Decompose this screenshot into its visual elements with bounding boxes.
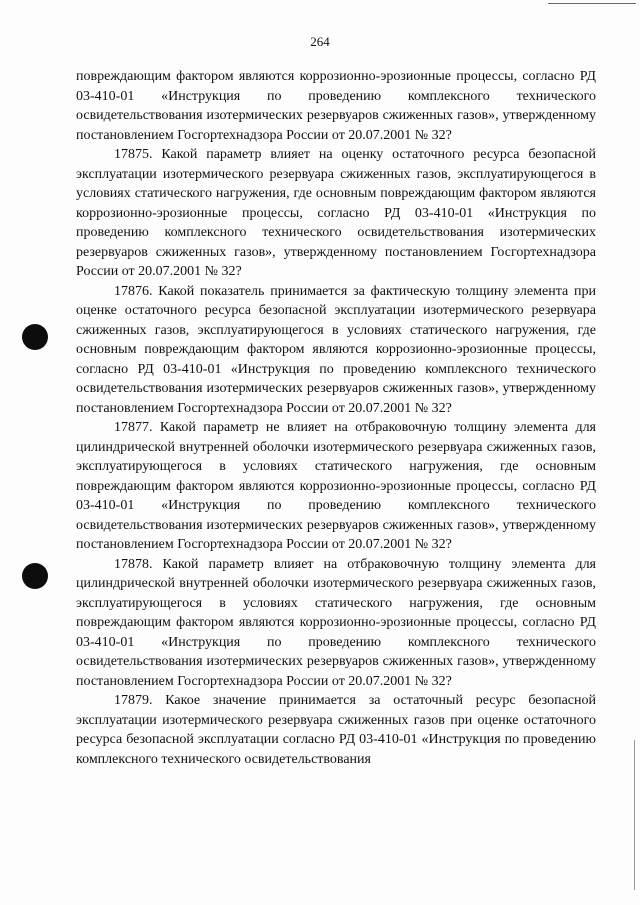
punch-hole-mark	[22, 563, 48, 589]
question-17878: 17878. Какой параметр влияет на отбраковочную толщину элемента для цилиндрической внутренней оболочки изотермического резервуара сжиженных газов, эксплуатирующегося в условиях статического нагружения, где основным повреждающим фактором являются коррозионно-эрозионные процессы, согласно РД 03-410-01 «Инструкция по проведению комплексного технического освидетельствования изотермических резервуаров сжиженных газов», утвержденному постановлением Госгортехнадзора России от 20.07.2001 № 32?	[76, 556, 596, 689]
page-number: 264	[310, 34, 330, 49]
question-17879: 17879. Какое значение принимается за остаточный ресурс безопасной эксплуатации изотермического резервуара сжиженных газов при оценке остаточного ресурса безопасной эксплуатации согласно РД 03-410-01 «Инструкция по проведению комплексного технического освидетельствования	[76, 693, 596, 767]
scan-artifact-edge	[634, 740, 635, 890]
document-body	[76, 67, 596, 769]
question-17877: 17877. Какой параметр не влияет на отбраковочную толщину элемента для цилиндрической внутренней оболочки изотермического резервуара сжиженных газов, эксплуатирующегося в условиях статического нагружения, где основным повреждающим фактором являются коррозионно-эрозионные процессы, согласно РД 03-410-01 «Инструкция по проведению комплексного технического освидетельствования изотермических резервуаров сжиженных газов», утвержденному постановлением Госгортехнадзора России от 20.07.2001 № 32?	[76, 420, 596, 552]
scan-artifact-line	[548, 3, 636, 4]
question-17875: 17875. Какой параметр влияет на оценку остаточного ресурса безопасной эксплуатации изотермического резервуара сжиженных газов, эксплуатирующегося в условиях статического нагружения, где основным повреждающим фактором являются коррозионно-эрозионные процессы, согласно РД 03-410-01 «Инструкция по проведению комплексного технического освидетельствования изотермических резервуаров сжиженных газов», утвержденному постановлением Госгортехнадзора России от 20.07.2001 № 32?	[76, 147, 596, 279]
punch-hole-mark	[22, 324, 48, 350]
question-17876: 17876. Какой показатель принимается за фактическую толщину элемента при оценке остаточного ресурса безопасной эксплуатации изотермического резервуара сжиженных газов, эксплуатирующегося в условиях статического нагружения, где основным повреждающим фактором являются коррозионно-эрозионные процессы, согласно РД 03-410-01 «Инструкция по проведению комплексного технического освидетельствования изотермических резервуаров сжиженных газов», утвержденному постановлением Госгортехнадзора России от 20.07.2001 № 32?	[76, 283, 596, 416]
paragraph-continuation: повреждающим фактором являются коррозионно-эрозионные процессы, согласно РД 03-410-01 «Инструкция по проведению комплексного технического освидетельствования изотермических резервуаров сжиженных газов», утвержденному постановлением Госгортехнадзора России от 20.07.2001 № 32?	[76, 69, 596, 143]
